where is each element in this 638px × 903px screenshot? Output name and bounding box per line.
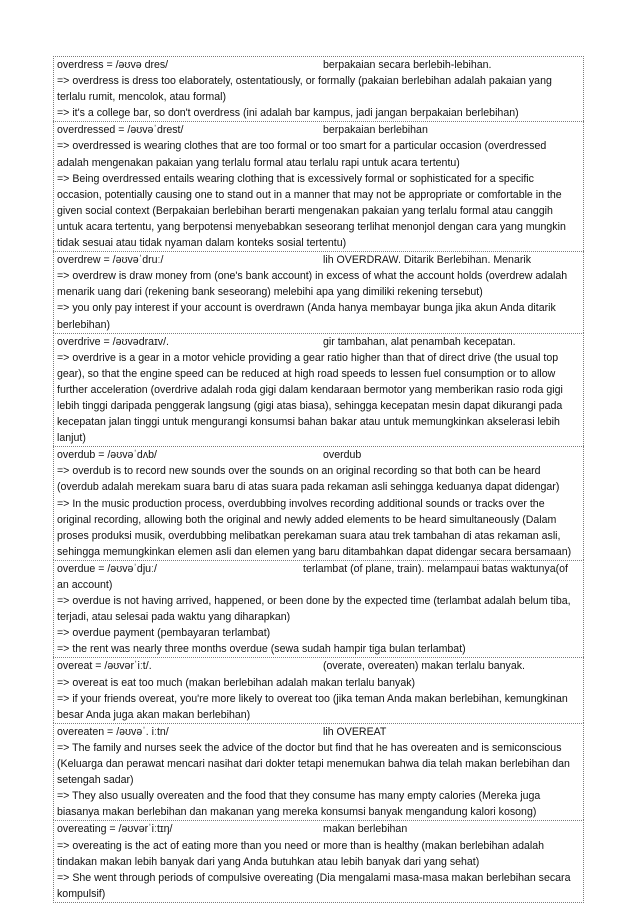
- example-line: => overdress is dress too elaborately, ostentatiously, or formally (pakaian berlebihan adalah pakaian yang terlalu rumit, mencolok, atau formal): [57, 75, 552, 104]
- dictionary-entry: [53, 251, 584, 332]
- headword: overeaten = /əʊvəˈ. iːtn/: [57, 725, 169, 738]
- headword: overeat = /əʊvərˈiːt/.: [57, 660, 152, 673]
- example-line: => overdressed is wearing clothes that are too formal or too smart for a particular occasion (overdressed adalah mengenakan pakaian yang terlalu formal atau terlalu rapi untuk acara tertentu): [57, 140, 547, 169]
- dictionary-entry: [53, 723, 584, 821]
- example-line: => overdrive is a gear in a motor vehicle providing a gear ratio higher than that of direct drive (the usual top gear), so that the engine speed can be reduced at high road speeds to lessen fuel consumption or to allow further acceleration (overdrive adalah roda gigi dalam kendaraan bermotor yang memberikan rasio roda gigi lebih tinggi daripada penggerak langsung (gigi atas biasa), sehingga kecepatan mesin dapat dikurangi pada kecepatan jalan tinggi untuk mengurangi konsumsi bahan bakar atau untuk memungkinkan akselerasi lebih lanjut): [57, 351, 563, 445]
- example-line: => overdrew is draw money from (one's bank account) in excess of what the account holds (overdrew adalah menarik uang dari (rekening bank seseorang) melebihi apa yang dimiliki rekening tersebut): [57, 270, 568, 299]
- dictionary-entry: [53, 560, 584, 658]
- example-line: => The family and nurses seek the advice of the doctor but find that he has overeaten and is semiconscious (Keluarga dan perawat mencari nasihat dari dokter tetapi menemukan bahwa dia telah makan berlebihan dan setengah sadar): [57, 741, 570, 787]
- example-line: => you only pay interest if your account is overdrawn (Anda hanya membayar bunga jika akun Anda ditarik berlebihan): [57, 302, 556, 331]
- example-line: => They also usually overeaten and the food that they consume has many empty calories (Mereka juga biasanya makan berlebihan dan makanan yang mereka konsumsi banyak mengandung kalori kosong): [57, 790, 541, 819]
- entry-header: [57, 57, 581, 73]
- entry-header: [57, 724, 581, 740]
- meaning: (overate, overeaten) makan terlalu banyak.: [323, 660, 525, 673]
- example-line: => if your friends overeat, you're more likely to overeat too (jika teman Anda makan berlebihan, kemungkinan besar Anda juga akan makan berlebihan): [57, 692, 568, 721]
- example-line: => In the music production process, overdubbing involves recording additional sounds or tracks over the original recording, allowing both the original and newly added elements to be heard simultaneously (Dalam proses produksi musik, overdubbing melibatkan perekaman suara atau trek tambahan di atas rekaman asli, sehingga memungkinkan elemen asli dan elemen yang baru ditambahkan dapat didengar secara bersamaan): [57, 497, 572, 558]
- entry-header: [57, 658, 581, 674]
- meaning: makan berlebihan: [323, 823, 408, 836]
- example-line: => overdub is to record new sounds over the sounds on an original recording so that both can be heard (overdub adalah merekam suara baru di atas suara pada rekaman asli sehingga keduanya dapat didengar): [57, 465, 560, 494]
- example-line: => Being overdressed entails wearing clothing that is excessively formal or sophisticated for a specific occasion, potentially causing one to stand out in a manner that may not be appropriate or comfortable in the given social context (Berpakaian berlebihan berarti mengenakan pakaian yang terlalu formal atau canggih untuk acara tertentu, yang berpotensi menyebabkan seseorang terlihat menonjol dengan cara yang mungkin tidak sesuai atau tidak nyaman dalam konteks sosial tertentu): [57, 172, 566, 250]
- dictionary-entry: [53, 820, 584, 902]
- entry-header: [57, 821, 581, 837]
- dictionary-entry: [53, 56, 584, 121]
- dictionary-entry: [53, 333, 584, 447]
- example-line: => overdue is not having arrived, happened, or been done by the expected time (terlambat adalah belum tiba, terjadi, atau selesai pada waktu yang diharapkan): [57, 595, 571, 624]
- meaning: terlambat (of plane, train). melampaui batas waktunya(of an account): [57, 562, 568, 591]
- meaning: lih OVERDRAW. Ditarik Berlebihan. Menarik: [323, 254, 532, 267]
- headword: overdressed = /əʊvəˈdrest/: [57, 124, 184, 137]
- example-line: => She went through periods of compulsive overeating (Dia mengalami masa-masa makan berlebihan secara kompulsif): [57, 871, 571, 900]
- entry-header: [57, 252, 581, 268]
- example-line: => overdue payment (pembayaran terlambat): [57, 627, 271, 640]
- headword: overdrive = /əʊvədraɪv/.: [57, 335, 169, 348]
- dictionary-entry: [53, 657, 584, 722]
- entry-header: [57, 561, 581, 593]
- example-line: => overeat is eat too much (makan berlebihan adalah makan terlalu banyak): [57, 676, 416, 689]
- headword: overdub = /əʊvəˈdʌb/: [57, 449, 157, 462]
- example-line: => overeating is the act of eating more than you need or more than is healthy (makan berlebihan adalah tindakan makan lebih banyak dari yang Anda butuhkan atau lebih banyak dari yang sehat): [57, 839, 545, 868]
- meaning: lih OVEREAT: [323, 725, 387, 738]
- meaning: overdub: [323, 449, 362, 462]
- headword: overdue = /əʊvəˈdjuː/: [57, 562, 157, 575]
- headword: overeating = /əʊvərˈiːtɪŋ/: [57, 823, 173, 836]
- headword: overdress = /əʊvə dres/: [57, 59, 169, 71]
- dictionary-page: [53, 56, 584, 903]
- dictionary-entry: [53, 446, 584, 560]
- entry-header: [57, 447, 581, 463]
- headword: overdrew = /əʊvəˈdruː/: [57, 254, 164, 267]
- meaning: berpakaian secara berlebih-lebihan.: [323, 59, 492, 71]
- meaning: gir tambahan, alat penambah kecepatan.: [323, 335, 516, 348]
- meaning: berpakaian berlebihan: [323, 124, 428, 137]
- example-line: => the rent was nearly three months overdue (sewa sudah hampir tiga bulan terlambat): [57, 643, 466, 656]
- entry-header: [57, 122, 581, 138]
- dictionary-entry: [53, 121, 584, 251]
- example-line: => it's a college bar, so don't overdress (ini adalah bar kampus, jadi jangan berpakaian berlebihan): [57, 107, 519, 120]
- entry-header: [57, 334, 581, 350]
